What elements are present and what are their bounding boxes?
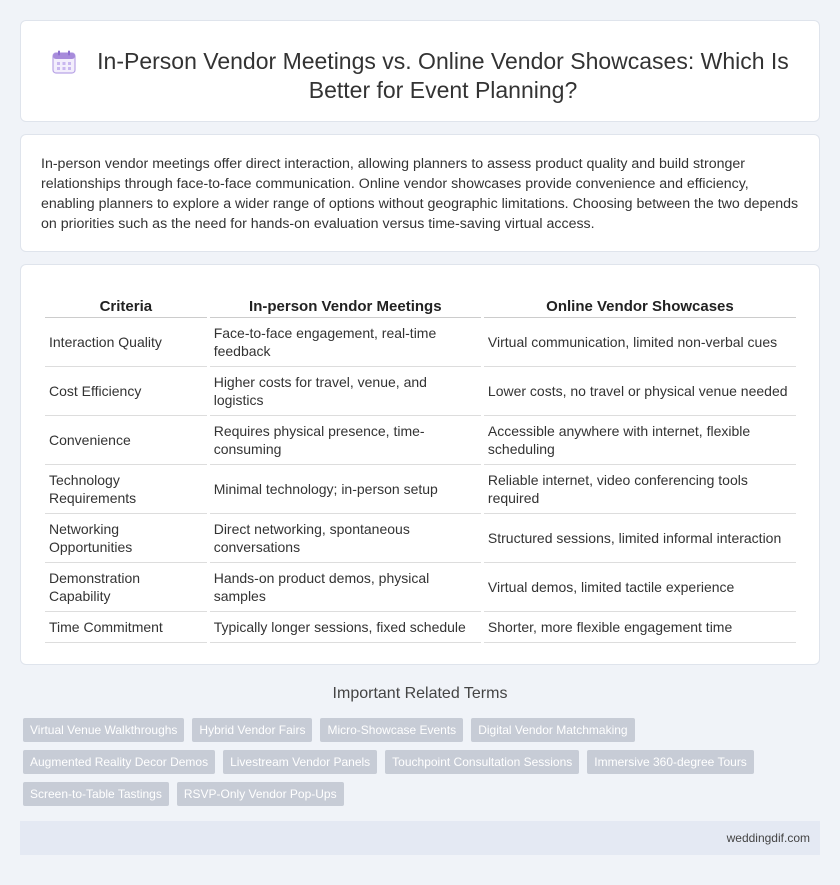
related-terms-tags [23,718,783,806]
header-in-person: In-person Vendor Meetings [210,294,481,318]
criteria-cell: Interaction Quality [45,318,207,367]
related-tag[interactable]: Micro-Showcase Events [320,718,463,742]
header-criteria: Criteria [45,294,207,318]
footer-site-link[interactable]: weddingdif.com [726,831,810,845]
criteria-cell: Cost Efficiency [45,367,207,416]
related-tag[interactable]: Livestream Vendor Panels [223,750,377,774]
comparison-card [20,264,820,665]
table-header-row [45,294,796,318]
in-person-cell: Typically longer sessions, fixed schedule [210,612,481,643]
online-cell: Virtual communication, limited non-verbal cues [484,318,796,367]
table-row [45,318,796,367]
in-person-cell: Higher costs for travel, venue, and logistics [210,367,481,416]
related-tag[interactable]: Immersive 360-degree Tours [587,750,754,774]
page-title: In-Person Vendor Meetings vs. Online Vendor Showcases: Which Is Better for Event Planning? [97,48,789,103]
table-row [45,612,796,643]
related-tag[interactable]: Hybrid Vendor Fairs [192,718,312,742]
related-tag[interactable]: Augmented Reality Decor Demos [23,750,215,774]
online-cell: Reliable internet, video conferencing tools required [484,465,796,514]
in-person-cell: Requires physical presence, time-consuming [210,416,481,465]
table-row [45,416,796,465]
criteria-cell: Convenience [45,416,207,465]
in-person-cell: Minimal technology; in-person setup [210,465,481,514]
in-person-cell: Direct networking, spontaneous conversations [210,514,481,563]
title-wrap [21,21,819,105]
intro-paragraph: In-person vendor meetings offer direct interaction, allowing planners to assess product quality and build stronger relationships through face-to-face communication. Online vendor showcases provide convenience and efficiency, enabling planners to explore a wider range of options without geographic limitations. Choosing between the two depends on priorities such as the need for hands-on evaluation versus time-saving virtual access. [41,156,799,232]
online-cell: Virtual demos, limited tactile experience [484,563,796,612]
header-online: Online Vendor Showcases [484,294,796,318]
criteria-cell: Networking Opportunities [45,514,207,563]
intro-card [20,134,820,252]
table-row [45,514,796,563]
related-tag[interactable]: RSVP-Only Vendor Pop-Ups [177,782,344,806]
related-tag[interactable]: Touchpoint Consultation Sessions [385,750,579,774]
in-person-cell: Hands-on product demos, physical samples [210,563,481,612]
table-row [45,367,796,416]
related-terms-heading: Important Related Terms [332,685,508,702]
calendar-icon [51,49,77,75]
online-cell: Structured sessions, limited informal interaction [484,514,796,563]
criteria-cell: Demonstration Capability [45,563,207,612]
online-cell: Shorter, more flexible engagement time [484,612,796,643]
related-tag[interactable]: Digital Vendor Matchmaking [471,718,634,742]
criteria-cell: Technology Requirements [45,465,207,514]
title-card [20,20,820,122]
table-row [45,465,796,514]
criteria-cell: Time Commitment [45,612,207,643]
related-tag[interactable]: Virtual Venue Walkthroughs [23,718,184,742]
table-row [45,563,796,612]
comparison-table [42,294,799,643]
footer [20,821,820,855]
in-person-cell: Face-to-face engagement, real-time feedback [210,318,481,367]
online-cell: Accessible anywhere with internet, flexible scheduling [484,416,796,465]
online-cell: Lower costs, no travel or physical venue needed [484,367,796,416]
related-tag[interactable]: Screen-to-Table Tastings [23,782,169,806]
